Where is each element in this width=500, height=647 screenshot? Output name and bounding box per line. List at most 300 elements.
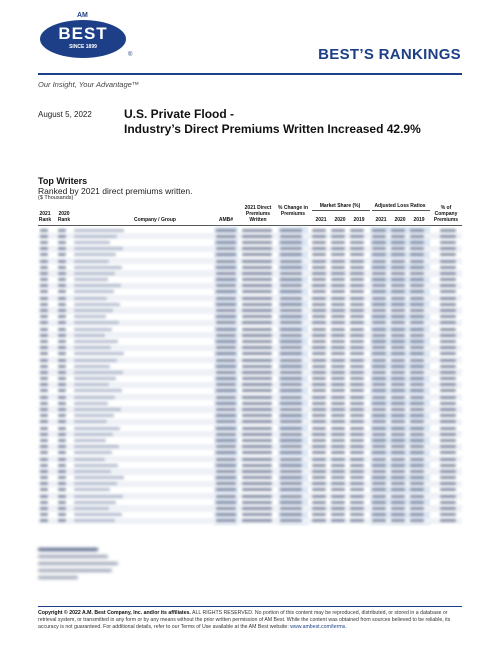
blurred-cell xyxy=(58,260,66,263)
table-section-heading: Top Writers xyxy=(38,176,88,186)
blurred-cell xyxy=(280,328,302,331)
blurred-cell xyxy=(280,408,302,411)
blurred-cell xyxy=(410,284,424,287)
blurred-cell xyxy=(280,507,302,510)
blurred-cell xyxy=(410,396,424,399)
blurred-cell xyxy=(391,445,405,448)
blurred-cell xyxy=(440,371,456,374)
blurred-cell xyxy=(40,470,48,473)
blurred-cell xyxy=(242,365,272,368)
blurred-cell xyxy=(74,451,112,454)
blurred-cell xyxy=(74,334,105,337)
blurred-cell xyxy=(58,315,66,318)
blurred-cell xyxy=(350,519,364,522)
blurred-cell xyxy=(372,229,386,232)
blurred-cell xyxy=(58,433,66,436)
blurred-cell xyxy=(350,346,364,349)
article-title xyxy=(124,107,421,137)
blurred-cell xyxy=(58,290,66,293)
blurred-cell xyxy=(410,272,424,275)
blurred-cell xyxy=(242,334,272,337)
blurred-cell xyxy=(312,334,326,337)
blurred-cell xyxy=(58,414,66,417)
blurred-cell xyxy=(372,507,386,510)
blurred-cell xyxy=(440,451,456,454)
blurred-cell xyxy=(391,458,405,461)
blurred-cell xyxy=(280,519,302,522)
blurred-cell xyxy=(331,495,345,498)
blurred-cell xyxy=(312,470,326,473)
blurred-cell xyxy=(242,247,272,250)
header-rank-2021: 2021 Rank xyxy=(38,211,52,223)
blurred-cell xyxy=(280,340,302,343)
blurred-cell xyxy=(58,284,66,287)
blurred-cell xyxy=(216,309,236,312)
blurred-cell xyxy=(391,235,405,238)
blurred-cell xyxy=(280,321,302,324)
blurred-cell xyxy=(280,445,302,448)
blurred-cell xyxy=(280,402,302,405)
blurred-cell xyxy=(350,445,364,448)
blurred-cell xyxy=(58,408,66,411)
blurred-cell xyxy=(242,297,272,300)
blurred-cell xyxy=(74,377,116,380)
blurred-cell xyxy=(331,377,345,380)
blurred-cell xyxy=(74,396,115,399)
blurred-cell xyxy=(312,284,326,287)
blurred-cell xyxy=(312,266,326,269)
blurred-cell xyxy=(216,260,236,263)
blurred-cell xyxy=(312,420,326,423)
blurred-cell xyxy=(40,451,48,454)
blurred-cell xyxy=(391,433,405,436)
blurred-cell xyxy=(440,488,456,491)
blurred-cell xyxy=(391,476,405,479)
blurred-cell xyxy=(40,427,48,430)
blurred-cell xyxy=(410,309,424,312)
blurred-cell xyxy=(280,315,302,318)
blurred-cell xyxy=(372,414,386,417)
blurred-cell xyxy=(350,389,364,392)
footer-rights: ALL RIGHTS RESERVED. No portion of this content may be reproduced, distributed, or stored in a database or retrieval system, or transmitted in any form or by any means without the prior written permission of AM Best. While the content was obtained from sources believed to be reliable, its accuracy is not guaranteed. For additional details, refer to our Terms of Use available at the AM Best website: xyxy=(38,610,451,630)
article-date: August 5, 2022 xyxy=(38,110,92,119)
blurred-cell xyxy=(242,328,272,331)
blurred-cell xyxy=(242,389,272,392)
blurred-cell xyxy=(391,260,405,263)
blurred-cell xyxy=(440,464,456,467)
blurred-cell xyxy=(391,408,405,411)
blurred-cell xyxy=(372,488,386,491)
blurred-cell xyxy=(410,235,424,238)
blurred-cell xyxy=(391,315,405,318)
blurred-cell xyxy=(58,241,66,244)
blurred-cell xyxy=(350,278,364,281)
blurred-cell xyxy=(280,266,302,269)
blurred-cell xyxy=(280,377,302,380)
blurred-cell xyxy=(331,297,345,300)
blurred-cell xyxy=(74,414,114,417)
blurred-cell xyxy=(216,445,236,448)
blurred-cell xyxy=(372,235,386,238)
blurred-cell xyxy=(312,433,326,436)
blurred-cell xyxy=(331,290,345,293)
blurred-cell xyxy=(372,328,386,331)
blurred-cell xyxy=(410,241,424,244)
blurred-cell xyxy=(312,402,326,405)
blurred-cell xyxy=(40,389,48,392)
blurred-cell xyxy=(74,297,107,300)
blurred-cell xyxy=(391,297,405,300)
blurred-cell xyxy=(40,235,48,238)
blurred-cell xyxy=(410,297,424,300)
blurred-cell xyxy=(216,464,236,467)
blurred-cell xyxy=(216,482,236,485)
blurred-cell xyxy=(350,507,364,510)
blurred-cell xyxy=(410,464,424,467)
blurred-cell xyxy=(74,303,120,306)
blurred-cell xyxy=(242,488,272,491)
blurred-cell xyxy=(312,408,326,411)
blurred-cell xyxy=(280,290,302,293)
blurred-cell xyxy=(331,284,345,287)
blurred-cell xyxy=(242,458,272,461)
blurred-cell xyxy=(242,315,272,318)
blurred-cell xyxy=(410,383,424,386)
blurred-notes xyxy=(38,548,120,583)
blurred-cell xyxy=(40,513,48,516)
blurred-cell xyxy=(242,303,272,306)
blurred-cell xyxy=(372,365,386,368)
blurred-cell xyxy=(410,365,424,368)
blurred-cell xyxy=(58,427,66,430)
blurred-cell xyxy=(350,365,364,368)
blurred-cell xyxy=(440,346,456,349)
header-company: Company / Group xyxy=(134,217,176,223)
blurred-cell xyxy=(440,445,456,448)
blurred-cell xyxy=(74,389,122,392)
blurred-cell xyxy=(440,439,456,442)
blurred-cell xyxy=(40,433,48,436)
blurred-cell xyxy=(74,309,113,312)
blurred-cell xyxy=(372,284,386,287)
title-line-2: Industry’s Direct Premiums Written Increased 42.9% xyxy=(124,122,421,136)
blurred-cell xyxy=(312,451,326,454)
blurred-cell xyxy=(40,340,48,343)
blurred-cell xyxy=(242,495,272,498)
header-ms-2019: 2019 xyxy=(353,217,365,223)
blurred-cell xyxy=(216,433,236,436)
blurred-cell xyxy=(440,470,456,473)
blurred-cell xyxy=(331,414,345,417)
blurred-cell xyxy=(440,309,456,312)
blurred-cell xyxy=(350,495,364,498)
blurred-cell xyxy=(331,464,345,467)
blurred-cell xyxy=(312,482,326,485)
blurred-cell xyxy=(350,272,364,275)
blurred-cell xyxy=(242,464,272,467)
blurred-cell xyxy=(391,328,405,331)
blurred-cell xyxy=(372,408,386,411)
blurred-cell xyxy=(372,513,386,516)
blurred-cell xyxy=(410,278,424,281)
blurred-cell xyxy=(312,458,326,461)
blurred-table-body xyxy=(38,227,462,524)
blurred-cell xyxy=(372,464,386,467)
blurred-cell xyxy=(40,328,48,331)
blurred-cell xyxy=(74,408,121,411)
blurred-cell xyxy=(280,235,302,238)
blurred-cell xyxy=(331,501,345,504)
blurred-cell xyxy=(58,383,66,386)
blurred-cell xyxy=(391,519,405,522)
blurred-cell xyxy=(350,383,364,386)
blurred-cell xyxy=(58,501,66,504)
blurred-cell xyxy=(331,260,345,263)
blurred-cell xyxy=(350,402,364,405)
blurred-cell xyxy=(74,346,111,349)
blurred-cell xyxy=(350,266,364,269)
blurred-cell xyxy=(391,377,405,380)
blurred-cell xyxy=(74,420,107,423)
blurred-cell xyxy=(216,402,236,405)
blurred-cell xyxy=(440,284,456,287)
blurred-cell xyxy=(242,427,272,430)
blurred-cell xyxy=(40,519,48,522)
blurred-cell xyxy=(350,470,364,473)
blurred-cell xyxy=(40,396,48,399)
table-subtitle: Ranked by 2021 direct premiums written. xyxy=(38,186,193,196)
blurred-cell xyxy=(74,513,122,516)
blurred-cell xyxy=(440,433,456,436)
blurred-cell xyxy=(40,445,48,448)
blurred-cell xyxy=(350,371,364,374)
blurred-cell xyxy=(391,396,405,399)
blurred-cell xyxy=(391,513,405,516)
blurred-cell xyxy=(391,340,405,343)
blurred-cell xyxy=(58,445,66,448)
blurred-cell xyxy=(372,260,386,263)
blurred-cell xyxy=(242,519,272,522)
blurred-cell xyxy=(242,346,272,349)
blurred-cell xyxy=(312,297,326,300)
blurred-cell xyxy=(410,321,424,324)
blurred-cell xyxy=(40,495,48,498)
blurred-cell xyxy=(331,365,345,368)
blurred-cell xyxy=(331,266,345,269)
blurred-cell xyxy=(410,427,424,430)
blurred-cell xyxy=(58,458,66,461)
blurred-cell xyxy=(216,278,236,281)
blurred-cell xyxy=(40,482,48,485)
header-lr-2019: 2019 xyxy=(413,217,425,223)
blurred-cell xyxy=(40,315,48,318)
blurred-cell xyxy=(331,309,345,312)
blurred-cell xyxy=(312,278,326,281)
blurred-cell xyxy=(391,402,405,405)
blurred-cell xyxy=(280,260,302,263)
blurred-cell xyxy=(74,253,116,256)
footer-terms-link[interactable]: www.ambest.com/terms xyxy=(290,624,346,630)
blurred-cell xyxy=(216,303,236,306)
blurred-cell xyxy=(391,309,405,312)
blurred-cell xyxy=(74,458,105,461)
blurred-cell xyxy=(391,272,405,275)
blurred-cell xyxy=(331,445,345,448)
blurred-cell xyxy=(440,253,456,256)
blurred-cell xyxy=(242,451,272,454)
blurred-cell xyxy=(350,359,364,362)
blurred-cell xyxy=(58,272,66,275)
blurred-cell xyxy=(410,458,424,461)
blurred-cell xyxy=(372,290,386,293)
blurred-cell xyxy=(40,402,48,405)
blurred-cell xyxy=(280,495,302,498)
blurred-cell xyxy=(410,519,424,522)
blurred-cell xyxy=(58,420,66,423)
blurred-cell xyxy=(216,383,236,386)
blurred-cell xyxy=(74,266,122,269)
blurred-cell xyxy=(350,408,364,411)
blurred-cell xyxy=(391,470,405,473)
blurred-cell xyxy=(331,253,345,256)
blurred-cell xyxy=(74,433,113,436)
blurred-cell xyxy=(331,408,345,411)
blurred-cell xyxy=(280,346,302,349)
blurred-cell xyxy=(242,359,272,362)
blurred-cell xyxy=(440,427,456,430)
blurred-cell xyxy=(372,439,386,442)
blurred-cell xyxy=(350,476,364,479)
blurred-cell xyxy=(410,359,424,362)
blurred-cell xyxy=(372,334,386,337)
blurred-cell xyxy=(440,272,456,275)
blurred-cell xyxy=(391,495,405,498)
blurred-cell xyxy=(40,476,48,479)
blurred-cell xyxy=(331,241,345,244)
blurred-cell xyxy=(74,519,115,522)
blurred-cell xyxy=(372,451,386,454)
blurred-cell xyxy=(440,513,456,516)
blurred-cell xyxy=(331,470,345,473)
blurred-cell xyxy=(58,396,66,399)
blurred-cell xyxy=(74,476,124,479)
blurred-cell xyxy=(74,488,110,491)
blurred-cell xyxy=(391,290,405,293)
blurred-cell xyxy=(372,352,386,355)
blurred-cell xyxy=(440,297,456,300)
am-best-logo xyxy=(40,12,133,74)
blurred-cell xyxy=(280,359,302,362)
blurred-cell xyxy=(58,340,66,343)
blurred-cell xyxy=(242,260,272,263)
blurred-cell xyxy=(74,328,112,331)
blurred-cell xyxy=(391,334,405,337)
header-ms-2021: 2021 xyxy=(315,217,327,223)
blurred-cell xyxy=(410,315,424,318)
blurred-cell xyxy=(391,321,405,324)
blurred-cell xyxy=(216,427,236,430)
blurred-cell xyxy=(440,303,456,306)
blurred-cell xyxy=(410,439,424,442)
blurred-cell xyxy=(372,445,386,448)
blurred-cell xyxy=(216,340,236,343)
blurred-cell xyxy=(216,241,236,244)
blurred-cell xyxy=(40,408,48,411)
blurred-cell xyxy=(242,229,272,232)
blurred-cell xyxy=(242,513,272,516)
blurred-cell xyxy=(331,359,345,362)
logo-am-text: AM xyxy=(77,12,88,19)
blurred-cell xyxy=(216,519,236,522)
blurred-cell xyxy=(40,266,48,269)
blurred-cell xyxy=(440,321,456,324)
blurred-cell xyxy=(440,482,456,485)
blurred-cell xyxy=(312,260,326,263)
blurred-cell xyxy=(242,414,272,417)
blurred-cell xyxy=(350,290,364,293)
blurred-cell xyxy=(440,377,456,380)
blurred-cell xyxy=(312,389,326,392)
blurred-cell xyxy=(410,495,424,498)
tagline: Our Insight, Your Advantage™ xyxy=(38,80,140,89)
blurred-cell xyxy=(312,352,326,355)
title-line-1: U.S. Private Flood - xyxy=(124,107,235,121)
blurred-cell xyxy=(280,488,302,491)
blurred-cell xyxy=(280,309,302,312)
blurred-cell xyxy=(216,488,236,491)
blurred-cell xyxy=(331,334,345,337)
blurred-cell xyxy=(74,278,108,281)
header-loss-ratios: Adjusted Loss Ratios xyxy=(374,203,426,209)
footer-text xyxy=(38,610,462,631)
blurred-cell xyxy=(242,433,272,436)
blurred-cell xyxy=(58,303,66,306)
blurred-cell xyxy=(216,359,236,362)
blurred-cell xyxy=(440,334,456,337)
blurred-cell xyxy=(391,359,405,362)
blurred-cell xyxy=(40,278,48,281)
blurred-cell xyxy=(331,321,345,324)
blurred-cell xyxy=(372,309,386,312)
header-lr-2020: 2020 xyxy=(394,217,406,223)
blurred-cell xyxy=(74,507,109,510)
blurred-cell xyxy=(74,464,118,467)
blurred-cell xyxy=(216,439,236,442)
blurred-cell xyxy=(350,458,364,461)
blurred-cell xyxy=(280,284,302,287)
blurred-cell xyxy=(242,290,272,293)
blurred-cell xyxy=(391,427,405,430)
blurred-cell xyxy=(410,451,424,454)
blurred-cell xyxy=(391,247,405,250)
blurred-cell xyxy=(216,501,236,504)
blurred-cell xyxy=(280,278,302,281)
blurred-cell xyxy=(74,247,123,250)
blurred-cell xyxy=(391,420,405,423)
blurred-cell xyxy=(440,396,456,399)
blurred-cell xyxy=(410,507,424,510)
blurred-cell xyxy=(372,253,386,256)
blurred-cell xyxy=(242,420,272,423)
blurred-cell xyxy=(216,408,236,411)
blurred-cell xyxy=(410,346,424,349)
blurred-cell xyxy=(331,383,345,386)
blurred-cell xyxy=(58,278,66,281)
blurred-cell xyxy=(331,507,345,510)
blurred-cell xyxy=(216,470,236,473)
blurred-cell xyxy=(410,328,424,331)
blurred-cell xyxy=(372,303,386,306)
